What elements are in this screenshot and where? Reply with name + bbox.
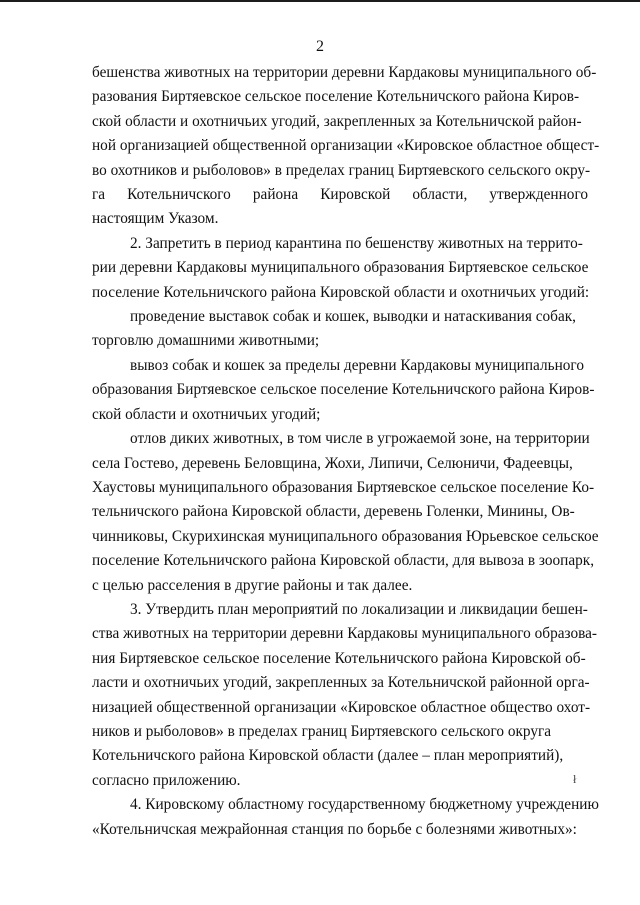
paragraph-item-3 — [92, 598, 588, 622]
word: Котельничского — [127, 186, 231, 204]
scan-edge-line — [0, 0, 640, 2]
paragraph-capture — [92, 427, 588, 451]
text-line: согласно приложению. — [92, 771, 241, 789]
text-line: 2. Запретить в период карантина по бешенству животных на террито- — [130, 234, 583, 252]
page-number: 2 — [316, 38, 324, 55]
word: га — [92, 186, 106, 204]
text-line: 4. Кировскому областному государственному бюджетному учреждению — [130, 796, 599, 814]
paragraph-export — [92, 354, 588, 378]
text-line: Котельничского района Кировской области (далее – план мероприятий), — [92, 747, 564, 765]
text-line: ства животных на территории деревни Кардаковы муниципального образова- — [92, 625, 598, 643]
document-body — [92, 61, 600, 842]
text-line: образования Биртяевское сельское поселение Котельничского района Киров- — [92, 381, 595, 399]
text-line: ников и рыболовов» в пределах границ Биртяевского сельского округа — [92, 722, 552, 740]
paragraph-capture-cont — [92, 452, 599, 598]
paragraph-item-4 — [92, 793, 599, 817]
paragraph-exhibitions-cont — [92, 329, 588, 353]
text-line: «Котельничская межрайонная станция по борьбе с болезнями животных»: — [92, 820, 577, 838]
paragraph-export-cont — [92, 378, 595, 427]
text-line: торговлю домашними животными; — [92, 332, 320, 350]
text-line: ской области и охотничьих угодий, закрепленных за Котельничской район- — [92, 112, 582, 130]
text-line: тельничского района Кировской области, деревень Голенки, Минины, Ов- — [92, 503, 575, 521]
paragraph-item-3-cont — [92, 622, 598, 793]
text-line-spread — [92, 183, 588, 207]
text-line: села Гостево, деревень Беловщина, Жохи, Липичи, Селюничи, Фадеевцы, — [92, 454, 573, 472]
text-line: вывоз собак и кошек за пределы деревни Кардаковы муниципального — [130, 356, 584, 374]
text-line: ной организацией общественной организации «Кировское областное общест- — [92, 137, 600, 155]
text-line: во охотников и рыболовов» в пределах границ Биртяевского сельского окру- — [92, 161, 591, 179]
text-line: бешенства животных на территории деревни Кардаковы муниципального об- — [92, 64, 597, 81]
paragraph-item-2 — [92, 232, 588, 256]
word: утвержденного — [489, 186, 588, 204]
paragraph-item-4-cont — [92, 818, 588, 842]
text-line: отлов диких животных, в том числе в угрожаемой зоне, на территории — [130, 430, 590, 448]
paragraph-item-2-cont — [92, 256, 588, 305]
text-line: поселение Котельничского района Кировской области и охотничьих угодий: — [92, 283, 590, 301]
text-line: низацией общественной организации «Кировское областное общество охот- — [92, 698, 591, 716]
text-line: разования Биртяевское сельское поселение Котельничского района Киров- — [92, 88, 580, 106]
paragraph-exhibitions — [92, 305, 588, 329]
scan-artifact-mark: ł — [573, 772, 577, 786]
text-line: поселение Котельничского района Кировской области, для вывоза в зоопарк, — [92, 552, 595, 570]
text-line: ской области и охотничьих угодий; — [92, 405, 321, 423]
text-line: ласти и охотничьих угодий, закрепленных за Котельничской районной орга- — [92, 674, 590, 692]
text-line: Хаустовы муниципального образования Биртяевское сельское поселение Ко- — [92, 478, 595, 496]
paragraph-continuation — [92, 61, 600, 232]
text-line: ния Биртяевское сельское поселение Котельничского района Кировской об- — [92, 649, 586, 667]
word: района — [252, 186, 299, 204]
text-line: с целью расселения в другие районы и так далее. — [92, 576, 413, 594]
text-line: чинниковы, Скурихинская муниципального образования Юрьевское сельское — [92, 527, 599, 545]
word: области, — [412, 186, 468, 204]
text-line: 3. Утвердить план мероприятий по локализации и ликвидации бешен- — [130, 600, 588, 618]
text-line: настоящим Указом. — [92, 210, 219, 228]
word: Кировской — [320, 186, 391, 204]
text-line: рии деревни Кардаковы муниципального образования Биртяевское сельское — [92, 259, 589, 277]
text-line: проведение выставок собак и кошек, выводки и натаскивания собак, — [130, 308, 576, 326]
